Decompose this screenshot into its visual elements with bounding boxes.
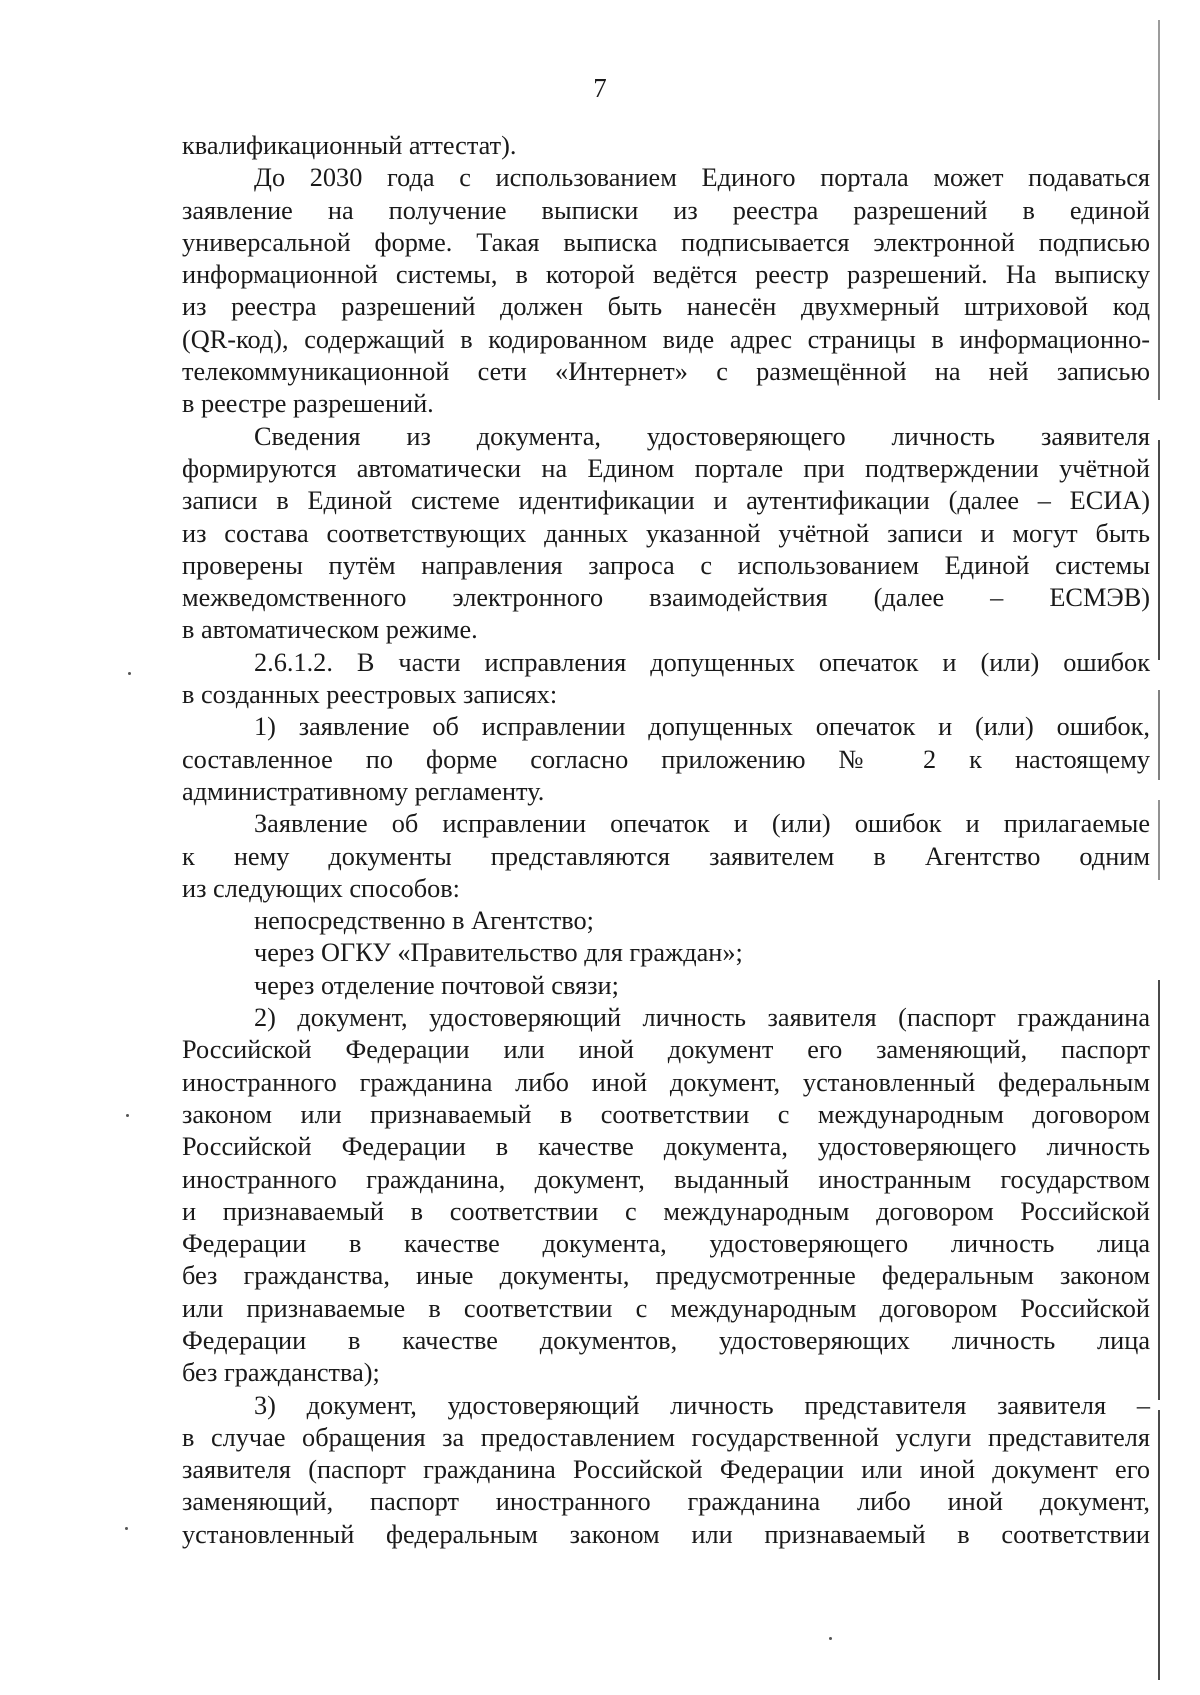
text-line: через ОГКУ «Правительство для граждан»;: [254, 938, 743, 968]
scan-edge-line: [1158, 20, 1160, 140]
scan-speck: [128, 672, 131, 675]
text-line: записи в Единой системе идентификации и аутентификации (далее – ЕСИА): [182, 486, 1150, 516]
text-line: административному регламенту.: [182, 776, 545, 806]
text-line: заявление на получение выписки из реестра разрешений в единой: [182, 195, 1150, 225]
text-line: межведомственного электронного взаимодействия (далее – ЕСМЭВ): [182, 583, 1150, 613]
text-line: законом или признаваемый в соответствии с международным договором: [182, 1099, 1150, 1129]
scan-edge-line: [1158, 1410, 1160, 1680]
scan-speck: [829, 1637, 832, 1640]
text-line: Федерации в качестве документов, удостоверяющих личность лица: [182, 1325, 1150, 1355]
text-line: формируются автоматически на Едином портале при подтверждении учётной: [182, 453, 1150, 483]
text-line: иностранного гражданина либо иной документ, установленный федеральным: [182, 1067, 1150, 1097]
text-line: проверены путём направления запроса с использованием Единой системы: [182, 550, 1150, 580]
scan-edge-line: [1158, 140, 1160, 400]
scan-speck: [126, 1114, 129, 1117]
text-line: Российской Федерации или иной документ его заменяющий, паспорт: [182, 1035, 1150, 1065]
text-line: в случае обращения за предоставлением государственной услуги представителя: [182, 1422, 1150, 1452]
text-line: без гражданства);: [182, 1358, 380, 1388]
text-line: универсальной форме. Такая выписка подписывается электронной подписью: [182, 227, 1150, 257]
scan-edge-line: [1158, 800, 1160, 880]
text-line: из состава соответствующих данных указанной учётной записи и могут быть: [182, 518, 1150, 548]
text-line: До 2030 года с использованием Единого портала может подаваться: [254, 163, 1150, 193]
text-line: квалификационный аттестат).: [182, 131, 517, 160]
text-line: Сведения из документа, удостоверяющего личность заявителя: [254, 421, 1150, 451]
scan-edge-line: [1158, 690, 1160, 780]
text-line: заявителя (паспорт гражданина Российской Федерации или иной документ его: [182, 1455, 1150, 1485]
text-line: без гражданства, иные документы, предусмотренные федеральным законом: [182, 1261, 1150, 1291]
text-line: телекоммуникационной сети «Интернет» с размещённой на ней записью: [182, 357, 1150, 387]
scan-speck: [125, 1527, 128, 1530]
text-line: 3) документ, удостоверяющий личность представителя заявителя –: [254, 1390, 1150, 1420]
text-line: (QR-код), содержащий в кодированном виде адрес страницы в информационно-: [182, 324, 1150, 354]
text-line: к нему документы представляются заявителем в Агентство одним: [182, 841, 1150, 871]
text-line: из следующих способов:: [182, 873, 460, 903]
text-line: установленный федеральным законом или признаваемый в соответствии: [182, 1519, 1150, 1549]
text-line: заменяющий, паспорт иностранного гражданина либо иной документ,: [182, 1487, 1150, 1517]
text-line: составленное по форме согласно приложению № 2 к настоящему: [182, 744, 1150, 774]
text-line: в созданных реестровых записях:: [182, 680, 558, 710]
text-line: 1) заявление об исправлении допущенных опечаток и (или) ошибок,: [254, 712, 1150, 742]
page-number: 7: [593, 73, 607, 103]
text-line: непосредственно в Агентство;: [254, 906, 594, 936]
text-line: в автоматическом режиме.: [182, 615, 478, 645]
scan-edge-line: [1158, 980, 1160, 1400]
text-line: 2) документ, удостоверяющий личность заявителя (паспорт гражданина: [254, 1003, 1150, 1033]
text-line: иностранного гражданина, документ, выданный иностранным государством: [182, 1164, 1150, 1194]
text-line: 2.6.1.2. В части исправления допущенных опечаток и (или) ошибок: [254, 647, 1150, 677]
text-line: в реестре разрешений.: [182, 389, 434, 419]
text-line: Российской Федерации в качестве документа, удостоверяющего личность: [182, 1132, 1150, 1162]
document-body: [182, 130, 1150, 1551]
text-line: Заявление об исправлении опечаток и (или) ошибок и прилагаемые: [254, 809, 1150, 839]
scan-edge-line: [1158, 440, 1160, 660]
text-line: Федерации в качестве документа, удостоверяющего личность лица: [182, 1229, 1150, 1259]
text-line: информационной системы, в которой ведётся реестр разрешений. На выписку: [182, 260, 1150, 290]
text-line: или признаваемые в соответствии с международным договором Российской: [182, 1293, 1150, 1323]
text-line: и признаваемый в соответствии с международным договором Российской: [182, 1196, 1150, 1226]
text-line: из реестра разрешений должен быть нанесён двухмерный штриховой код: [182, 292, 1150, 322]
text-line: через отделение почтовой связи;: [254, 970, 619, 1000]
